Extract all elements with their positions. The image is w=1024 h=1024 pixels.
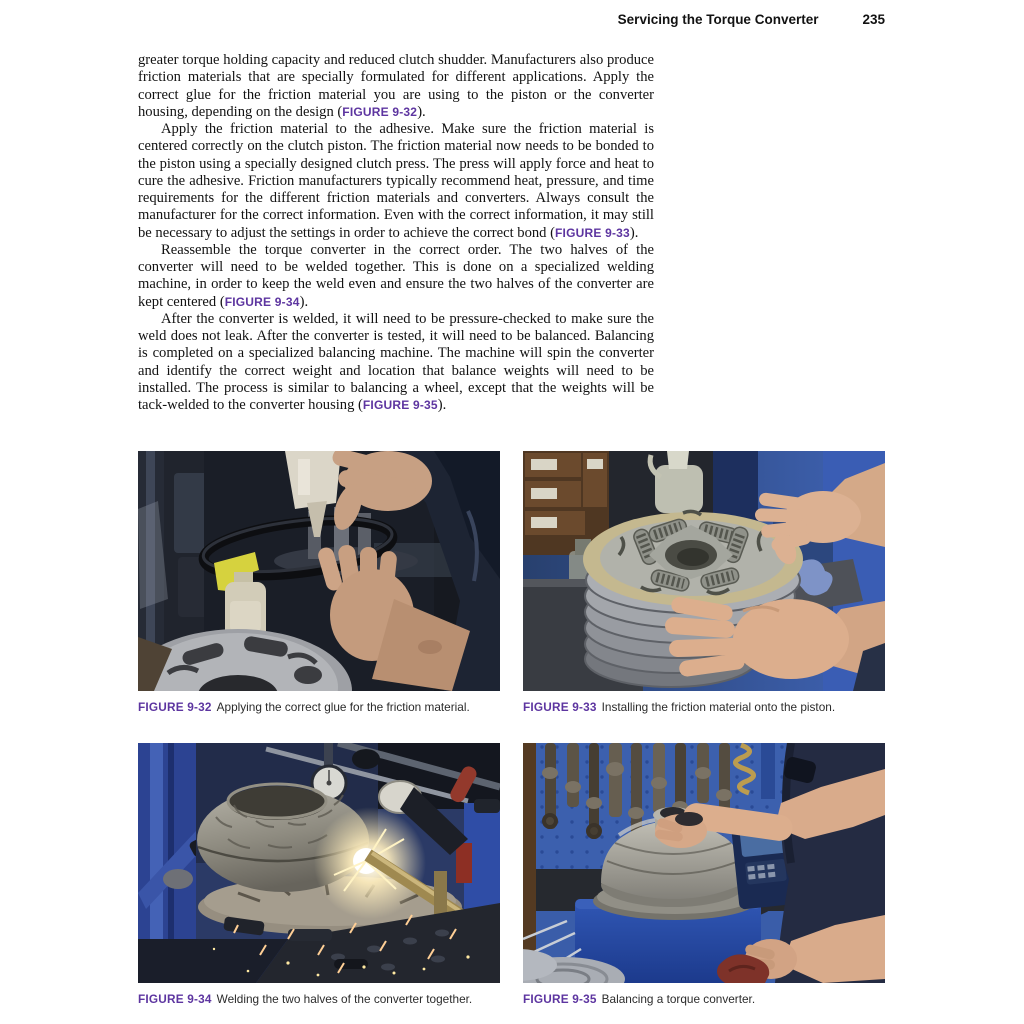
figure-caption-label: FIGURE 9-32	[138, 700, 212, 714]
glue-application-photo-illustration	[138, 451, 500, 691]
body-text	[138, 52, 654, 414]
figure-9-33-photo	[523, 451, 885, 691]
figure-caption-text: Applying the correct glue for the friction material.	[216, 700, 470, 714]
paragraph: greater torque holding capacity and reduced clutch shudder. Manufacturers also produce friction materials that are specially formulated for different applications. Apply the correct glue for the friction material you are using to the piston or the converter housing, depending on the design (FIGURE 9-32).	[138, 52, 654, 120]
figure-9-34-caption	[138, 992, 500, 1006]
converter-balancing-photo-illustration	[523, 743, 885, 983]
figure-caption-label: FIGURE 9-35	[523, 992, 597, 1006]
paragraph: Reassemble the torque converter in the correct order. The two halves of the converter will need to be welded together. This is done on a specialized welding machine, in order to keep the weld even and ensure the two halves of the converter are kept centered (FIGURE 9-34).	[138, 241, 654, 310]
figure-9-33-caption	[523, 700, 885, 714]
converter-welding-photo-illustration	[138, 743, 500, 983]
figure-caption-text: Installing the friction material onto the piston.	[601, 700, 836, 714]
figure-9-32-photo	[138, 451, 500, 691]
figure-9-32	[138, 451, 500, 714]
figure-caption-label: FIGURE 9-34	[138, 992, 212, 1006]
figure-9-34-photo	[138, 743, 500, 983]
page-number: 235	[862, 12, 885, 27]
figure-9-35-photo	[523, 743, 885, 983]
running-head-title: Servicing the Torque Converter	[617, 12, 819, 27]
paragraph: After the converter is welded, it will need to be pressure-checked to make sure the weld does not leak. After the converter is tested, it will need to be balanced. Balancing is completed on a specialized balancing machine. The machine will spin the converter and identify the correct weight and location that balance weights will need to be installed. The process is similar to balancing a wheel, except that the weights will be tack-welded to the converter housing (FIGURE 9-35).	[138, 310, 654, 413]
friction-material-install-photo-illustration	[523, 451, 885, 691]
figure-9-34	[138, 743, 500, 1006]
figure-reference: FIGURE 9-34	[224, 294, 300, 309]
figure-reference: FIGURE 9-32	[342, 104, 418, 119]
page-header	[0, 12, 885, 27]
figure-9-33	[523, 451, 885, 714]
paragraph: Apply the friction material to the adhesive. Make sure the friction material is centered correctly on the clutch piston. The friction material now needs to be bonded to the piston using a specially designed clutch press. The press will apply force and heat to cure the adhesive. Friction manufacturers typically recommend heat, pressure, and time requirements for the different friction materials and converters. Always consult the manufacturer for the correct information. Even with the correct information, it may still be necessary to adjust the settings in order to achieve the correct bond (FIGURE 9-33).	[138, 121, 654, 241]
figure-9-32-caption	[138, 700, 500, 714]
figure-caption-text: Welding the two halves of the converter together.	[216, 992, 473, 1006]
figure-9-35	[523, 743, 885, 1006]
figure-reference: FIGURE 9-35	[362, 398, 438, 412]
figure-caption-label: FIGURE 9-33	[523, 700, 597, 714]
figure-reference: FIGURE 9-33	[555, 225, 630, 240]
figure-caption-text: Balancing a torque converter.	[601, 992, 756, 1006]
figure-9-35-caption	[523, 992, 885, 1006]
